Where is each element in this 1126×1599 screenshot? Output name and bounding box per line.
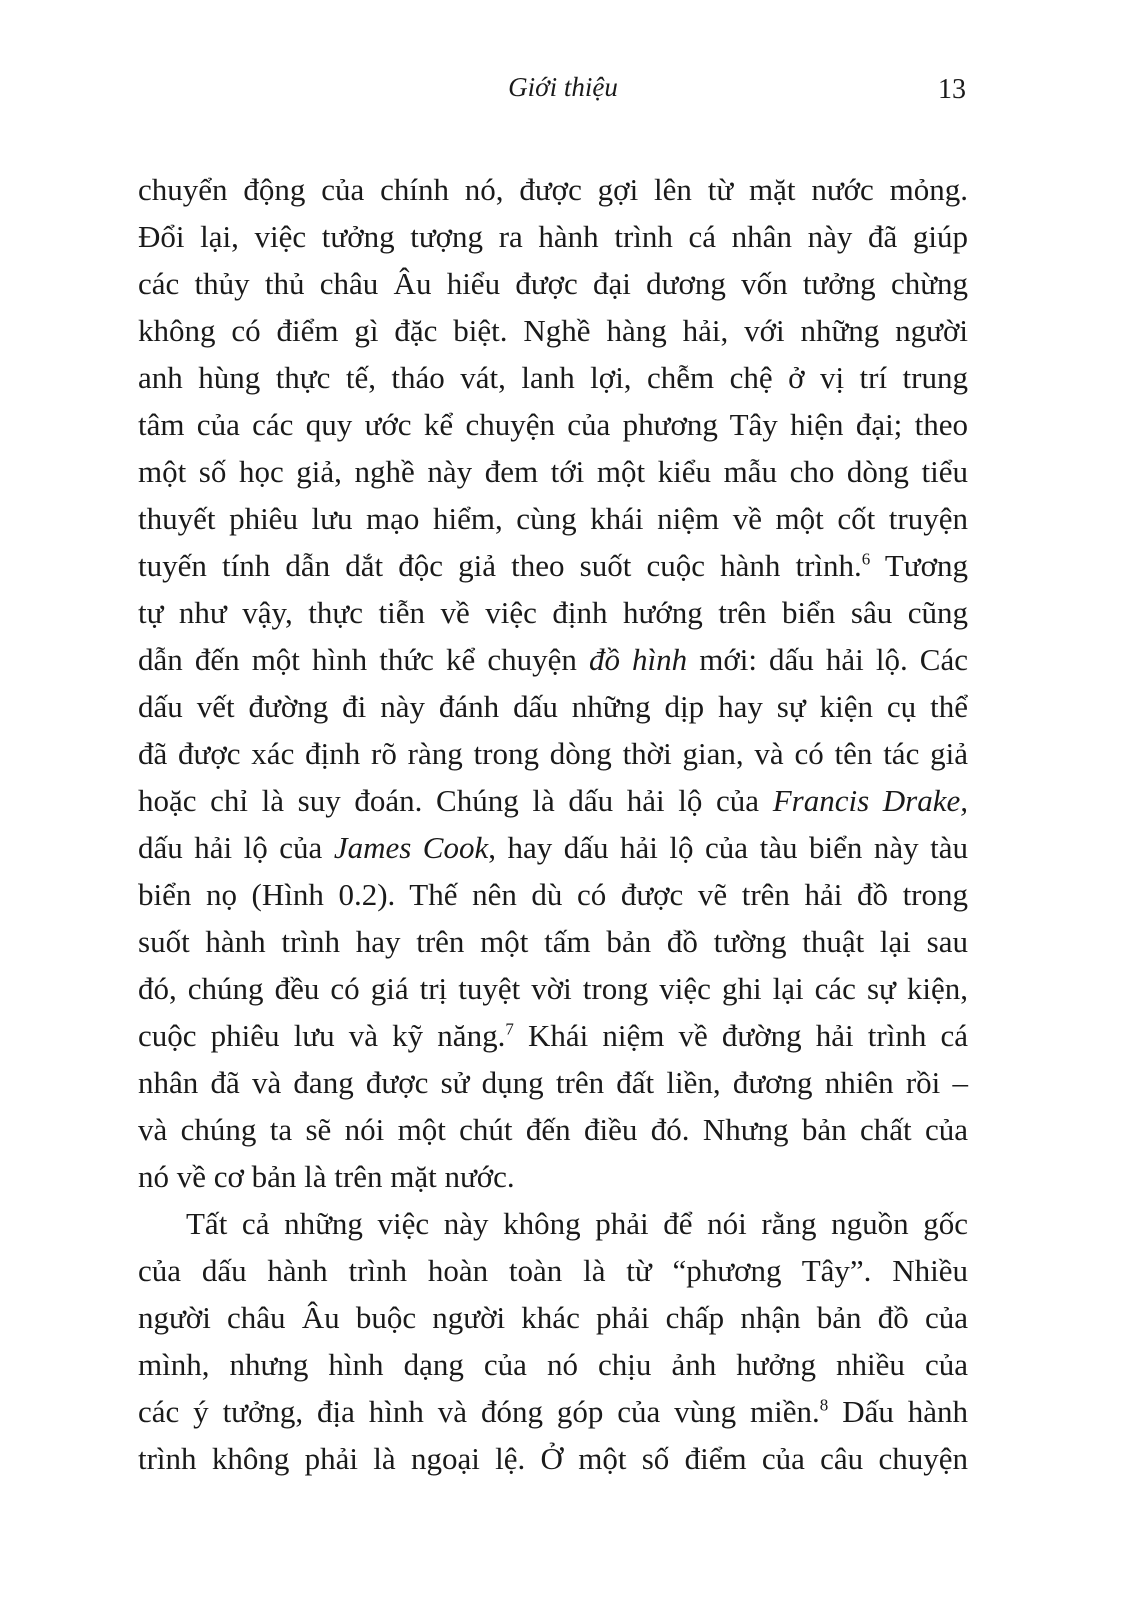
text-line: Đổi lại, việc tưởng tượng ra hành trình cá nhân này đã giúp [138,219,968,254]
emphasis-term: đồ hình [588,642,688,677]
text-line: dấu vết đường đi này đánh dấu những dịp hay sự kiện cụ thể [138,689,968,724]
text-line: nó về cơ bản là trên mặt nước. [138,1159,515,1194]
running-header [0,72,1126,112]
footnote-ref[interactable]: 7 [505,1019,514,1039]
page-number: 13 [938,74,966,105]
text-line: không có điểm gì đặc biệt. Nghề hàng hải, với những người [138,313,968,348]
text-line: các ý tưởng, địa hình và đóng góp của vùng miền.$^8$ Dấu hành [138,1394,968,1429]
text-line: người châu Âu buộc người khác phải chấp nhận bản đồ của [138,1300,968,1335]
footnote-ref[interactable]: 6 [861,549,871,569]
emphasis-name: Francis Drake, [772,783,968,818]
text-line: anh hùng thực tế, tháo vát, lanh lợi, chễm chệ ở vị trí trung [138,360,968,395]
text-line: đã được xác định rõ ràng trong dòng thời gian, và có tên tác giả [138,736,968,771]
text-line: Tất cả những việc này không phải để nói rằng nguồn gốc [186,1206,968,1241]
text-line: tự như vậy, thực tiễn về việc định hướng trên biển sâu cũng [138,595,968,630]
text-line: suốt hành trình hay trên một tấm bản đồ tường thuật lại sau [138,924,968,959]
text-line: đó, chúng đều có giá trị tuyệt vời trong việc ghi lại các sự kiện, [138,971,968,1006]
text-line: tuyến tính dẫn dắt độc giả theo suốt cuộc hành trình.$^6$ Tương [138,548,968,583]
text-line: một số học giả, nghề này đem tới một kiểu mẫu cho dòng tiểu [138,454,968,489]
text-line: chuyển động của chính nó, được gợi lên từ mặt nước mỏng. [138,172,968,207]
text-line: các thủy thủ châu Âu hiểu được đại dương vốn tưởng chừng [138,266,968,301]
paragraph [138,166,968,1200]
running-title: Giới thiệu [508,72,618,102]
text-line: dẫn đến một hình thức kể chuyện đồ hình mới: dấu hải lộ. Các [138,642,969,677]
text-line: của dấu hành trình hoàn toàn là từ “phương Tây”. Nhiều [138,1253,968,1288]
text-line: nhân đã và đang được sử dụng trên đất liền, đương nhiên rồi – [138,1065,968,1100]
text-line: tâm của các quy ước kể chuyện của phương Tây hiện đại; theo [138,407,968,442]
text-line: mình, nhưng hình dạng của nó chịu ảnh hưởng nhiều của [138,1347,968,1382]
text-line: hoặc chỉ là suy đoán. Chúng là dấu hải lộ của Francis Drake, [138,783,968,818]
emphasis-name: James Cook [333,830,489,865]
text-line: cuộc phiêu lưu và kỹ năng.$^7$ Khái niệm về đường hải trình cá [138,1018,969,1053]
body-text [138,166,968,1482]
text-line: dấu hải lộ của James Cook, hay dấu hải lộ của tàu biển này tàu [138,830,968,865]
text-line: trình không phải là ngoại lệ. Ở một số điểm của câu chuyện [138,1441,968,1476]
text-line: thuyết phiêu lưu mạo hiểm, cùng khái niệm về một cốt truyện [138,501,968,536]
footnote-ref[interactable]: 8 [819,1395,829,1415]
text-line: biển nọ (Hình 0.2). Thế nên dù có được vẽ trên hải đồ trong [138,877,968,912]
text-line: và chúng ta sẽ nói một chút đến điều đó. Nhưng bản chất của [138,1112,968,1147]
paragraph [138,1200,968,1482]
